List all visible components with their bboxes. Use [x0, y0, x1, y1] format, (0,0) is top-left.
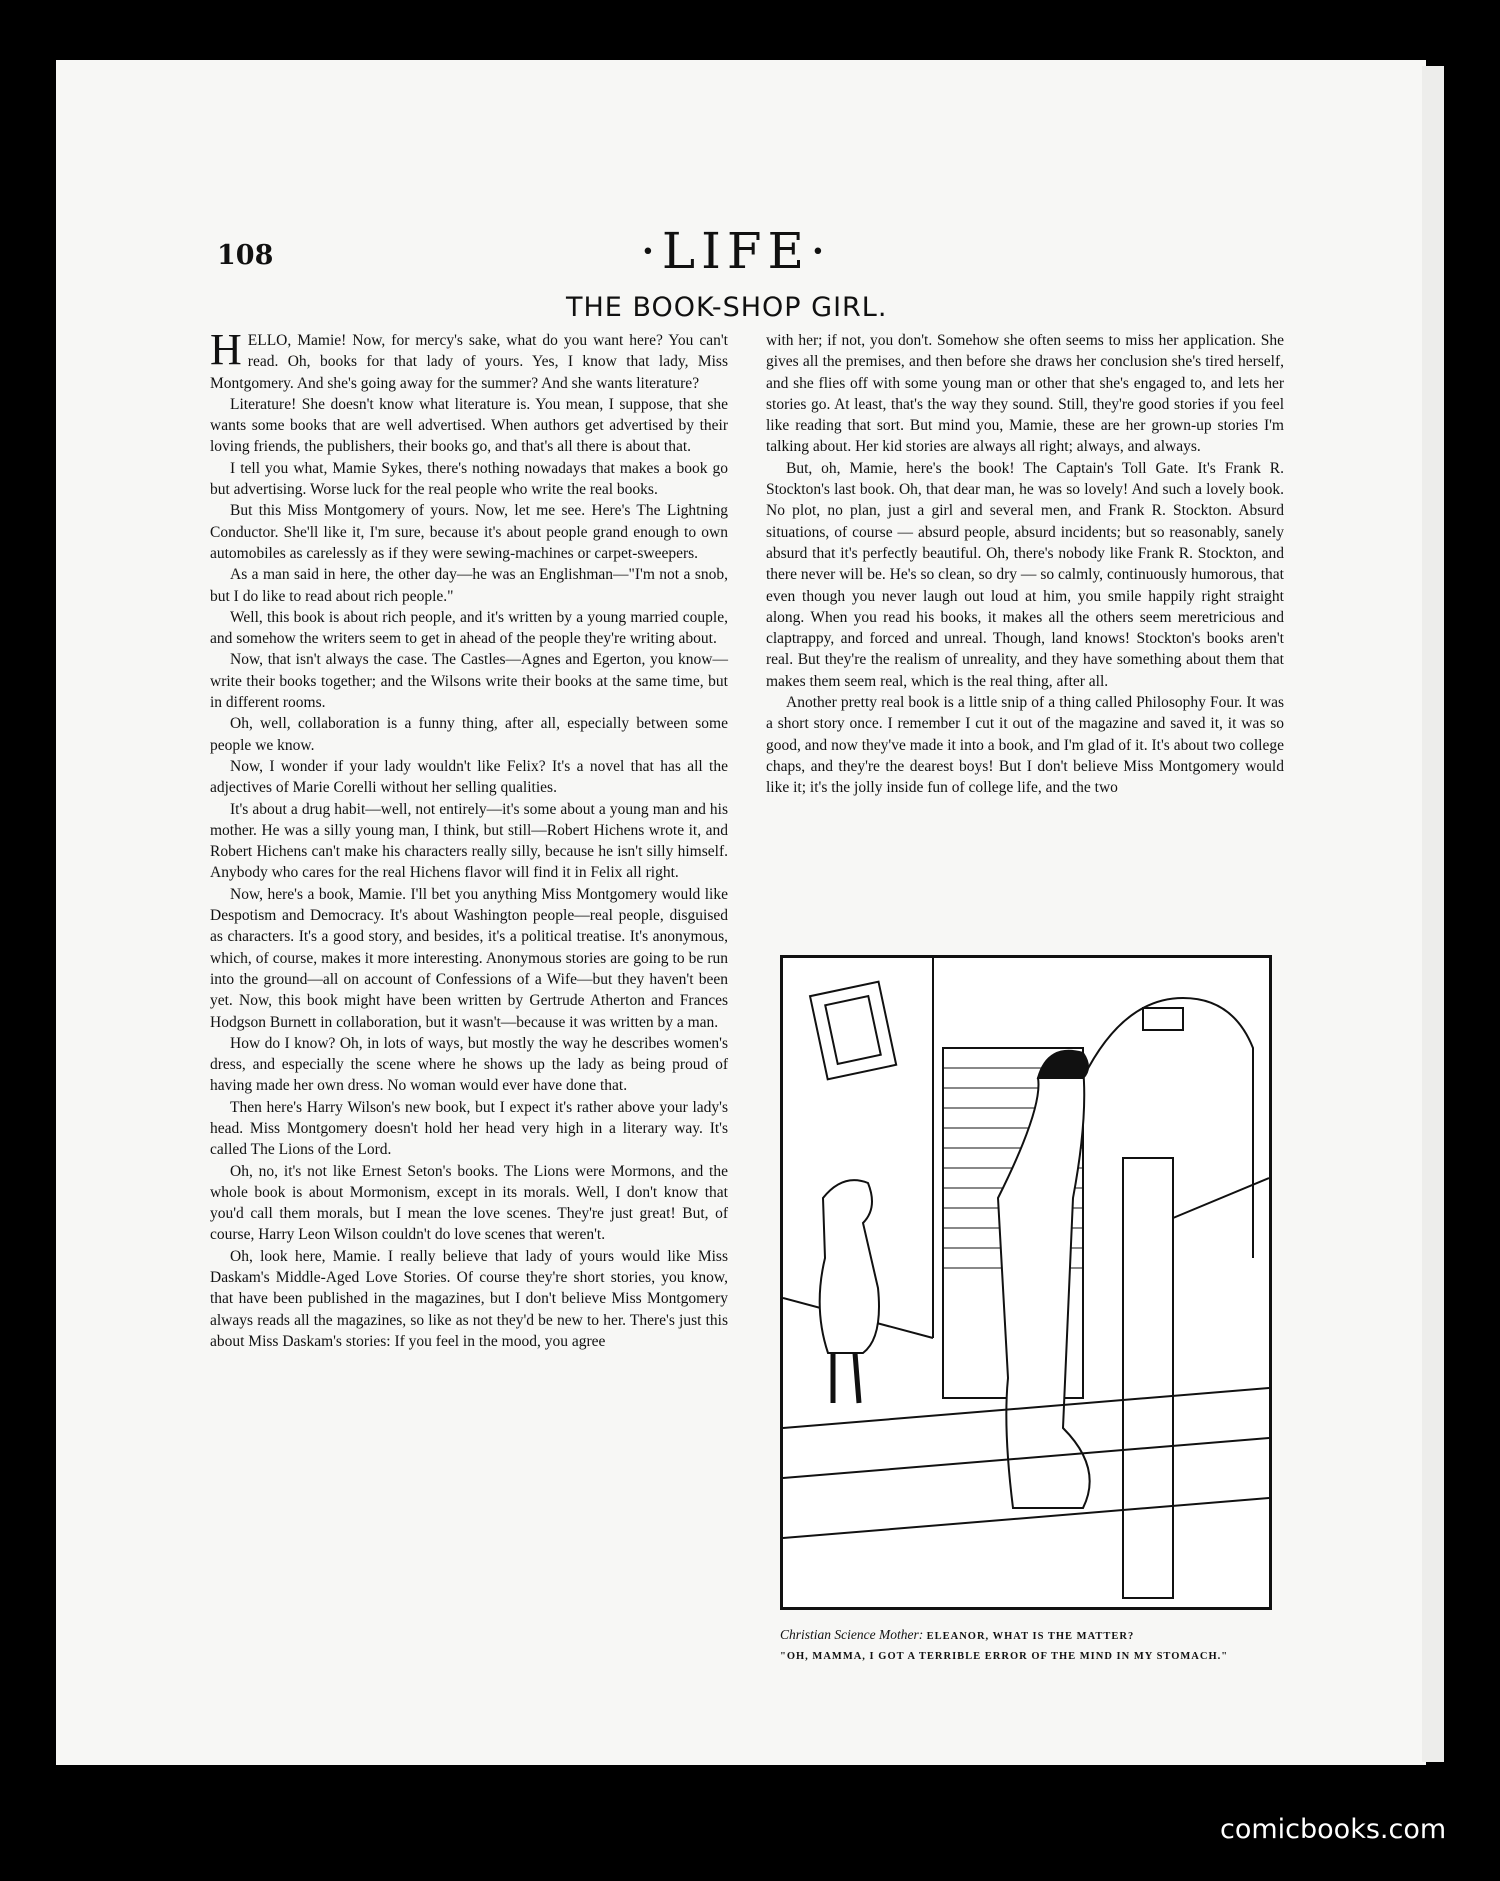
article-paragraph: Then here's Harry Wilson's new book, but I expect it's rather above your lady's head. Miss Montgomery doesn't hold her head very high in a literary way. It's called The Lions of the Lord.: [210, 1098, 728, 1159]
scan-border: [1446, 0, 1500, 1881]
page-edge: [1422, 66, 1444, 1762]
article-paragraph: Literature! She doesn't know what literature is. You mean, I suppose, that she wants some books that are well advertised. When authors get advertised by their loving friends, the publishers, their books go, and that's all there is about that.: [210, 395, 728, 456]
article-paragraph: I tell you what, Mamie Sykes, there's nothing nowadays that makes a book go but advertising. Worse luck for the real people who write the real books.: [210, 459, 728, 499]
site-watermark: comicbooks.com: [1220, 1814, 1447, 1845]
masthead: ·LIFE·: [640, 222, 832, 280]
article-paragraph: Oh, well, collaboration is a funny thing, after all, especially between some people we know.: [210, 715, 728, 754]
article-paragraph: As a man said in here, the other day—he was an Englishman—"I'm not a snob, but I do like to read about rich people.": [210, 566, 728, 605]
article-paragraph: How do I know? Oh, in lots of ways, but mostly the way he describes women's dress, and especially the scene where he shows up the lady as being proud of having made her own dress. No woman would ever have done that.: [210, 1034, 728, 1095]
article-paragraph: But this Miss Montgomery of yours. Now, let me see. Here's The Lightning Conductor. She'll like it, I'm sure, because it's about people grand enough to own automobiles as carelessly as if they were sewing-machines or carpet-sweepers.: [210, 502, 728, 562]
page-number: 108: [217, 240, 274, 271]
caption-question: ELEANOR, WHAT IS THE MATTER?: [926, 1631, 1135, 1642]
article-paragraph: Now, here's a book, Mamie. I'll bet you anything Miss Montgomery would like Despotism and Democracy. It's about Washington people—real people, disguised as characters. It's a good story, and besides, it's a political treatise. It's anonymous, which, of course, makes it more interesting. Anonymous stories are going to be run into the ground—all on account of Confessions of a Wife—but they haven't been yet. Now, this book might have been written by Gertrude Atherton and Frances Hodgson Burnett in collaboration, but it wasn't—because it was written by a man.: [210, 885, 728, 1031]
article-paragraph: It's about a drug habit—well, not entirely—it's some about a young man and his mother. He was a silly young man, I think, but still—Robert Hichens wrote it, and Robert Hichens can't make his characters really silly, because he isn't silly himself. Anybody who cares for the real Hichens flavor will find it in Felix all right.: [210, 800, 728, 882]
article-left-column: [210, 325, 728, 1352]
cartoon-illustration: [780, 955, 1272, 1610]
article-paragraph: Now, that isn't always the case. The Castles—Agnes and Egerton, you know—write their books together; and the Wilsons write their books at the same time, but in different rooms.: [210, 651, 728, 712]
drop-cap: H: [210, 325, 242, 374]
article-paragraph: Oh, look here, Mamie. I really believe that lady of yours would like Miss Daskam's Middle-Aged Love Stories. Of course they're short stories, you know, that have been published in the magazines, but I don't believe Miss Montgomery always reads all the magazines, so like as not they'd be new to her. There's just this about Miss Daskam's stories: If you feel in the mood, you agree: [210, 1247, 728, 1350]
caption-speaker: Christian Science Mother:: [780, 1627, 924, 1642]
article-right-column: [766, 330, 1284, 799]
article-paragraph: But, oh, Mamie, here's the book! The Captain's Toll Gate. It's Frank R. Stockton's last book. Oh, that dear man, he was so lovely! And such a lovely book. No plot, no plan, just a girl and several men, and Frank R. Stockton. Absurd situations, of course — absurd people, absurd incidents; but so reasonably, sanely absurd that it's perfectly beautiful. Oh, there's nobody like Frank R. Stockton, and there never will be. He's so clean, so dry — so calmly, continuously humorous, that even though you never laugh out loud at him, you smile happily right straight along. When you read his books, it makes all the others seem meretricious and claptrappy, and forced and unreal. Though, land knows! Stockton's books aren't real. But they're the realism of unreality, and they have something about them that makes them seem real, which is the real thing, after all.: [766, 459, 1284, 690]
article-paragraph: Now, I wonder if your lady wouldn't like Felix? It's a novel that has all the adjectives of Marie Corelli without her selling qualities.: [210, 757, 728, 797]
article-headline: THE BOOK-SHOP GIRL.: [566, 292, 888, 323]
caption-line-1: [780, 1625, 1300, 1647]
article-paragraph: Oh, no, it's not like Ernest Seton's books. The Lions were Mormons, and the whole book is about Mormonism, except in its morals. Well, I don't know that you'd call them morals, but I mean the love scenes. They're just great! But, of course, Harry Leon Wilson couldn't do love scenes that weren't.: [210, 1162, 728, 1244]
cartoon-caption: [780, 1625, 1300, 1667]
article-paragraph: Well, this book is about rich people, and it's written by a young married couple, and somehow the writers seem to get in ahead of the people they're writing about.: [210, 608, 728, 648]
caption-line-2: "OH, MAMMA, I GOT A TERRIBLE ERROR OF THE MIND IN MY STOMACH.": [780, 1651, 1229, 1662]
article-paragraph: Another pretty real book is a little snip of a thing called Philosophy Four. It was a short story once. I remember I cut it out of the magazine and saved it, it was so good, and now they've made it into a book, and I'm glad of it. It's about two college chaps, and they're the dearest boys! But I don't believe Miss Montgomery would like it; it's the jolly inside fun of college life, and the two: [766, 694, 1284, 797]
article-paragraph: HELLO, Mamie! Now, for mercy's sake, what do you want here? You can't read. Oh, books for that lady of yours. Yes, I know that lady, Miss Montgomery. And she's going away for the summer? And she wants literature?: [210, 325, 728, 392]
article-paragraph: with her; if not, you don't. Somehow she often seems to miss her application. She gives all the premises, and then before she draws her conclusion she's tired herself, and she flies off with some young man or other that she's engaged to, and lets her stories go. At least, that's the way they sound. Still, they're good stories if you feel like reading that sort. But mind you, Mamie, these are her grown-up stories I'm talking about. Her kid stories are always all right; always, and always.: [766, 332, 1284, 456]
cartoon-drawing: [783, 958, 1269, 1607]
